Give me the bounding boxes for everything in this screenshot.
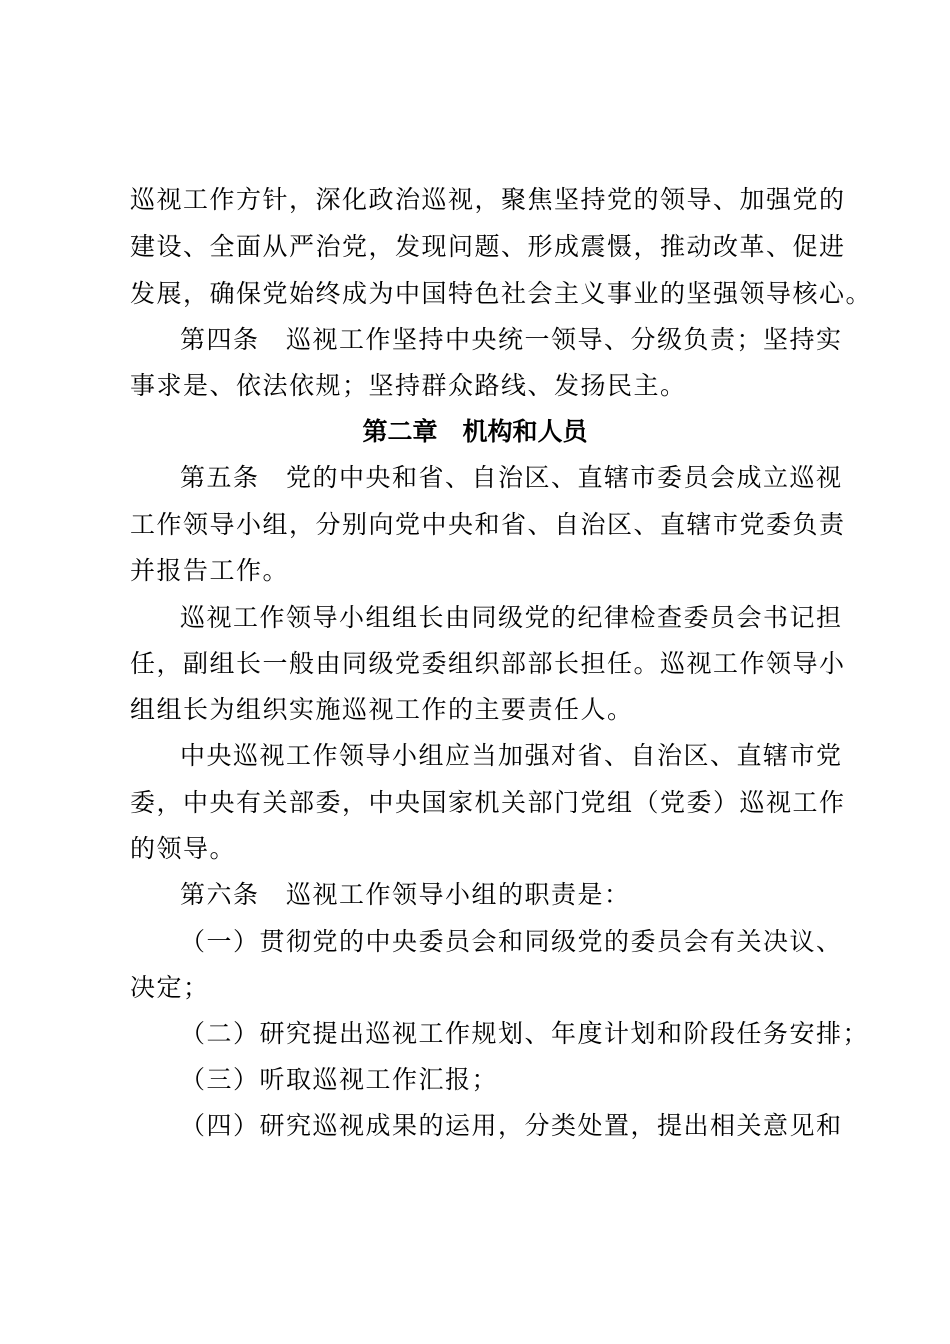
article-5-line: 第五条 党的中央和省、自治区、直辖市委员会成立巡视 <box>180 463 843 492</box>
paragraph-line: 中央巡视工作领导小组应当加强对省、自治区、直辖市党 <box>180 741 843 770</box>
paragraph-line: 事求是、依法依规；坚持群众路线、发扬民主。 <box>130 371 687 400</box>
paragraph-line: 工作领导小组，分别向党中央和省、自治区、直辖市党委负责 <box>130 510 846 539</box>
list-item-1-cont: 决定； <box>130 973 210 1002</box>
chapter-heading: 第二章 机构和人员 <box>362 417 588 446</box>
paragraph-line: 并报告工作。 <box>130 556 290 585</box>
list-item-3: （三）听取巡视工作汇报； <box>180 1065 499 1094</box>
paragraph-line: 巡视工作领导小组组长由同级党的纪律检查委员会书记担 <box>180 603 843 632</box>
paragraph-line: 建设、全面从严治党，发现问题、形成震慑，推动改革、促进 <box>130 232 846 261</box>
paragraph-line: 发展，确保党始终成为中国特色社会主义事业的坚强领导核心。 <box>130 279 873 308</box>
list-item-2: （二）研究提出巡视工作规划、年度计划和阶段任务安排； <box>180 1019 870 1048</box>
paragraph-line: 任，副组长一般由同级党委组织部部长担任。巡视工作领导小 <box>130 649 846 678</box>
paragraph-line: 组组长为组织实施巡视工作的主要责任人。 <box>130 695 634 724</box>
article-4-line: 第四条 巡视工作坚持中央统一领导、分级负责；坚持实 <box>180 325 843 354</box>
article-6-line: 第六条 巡视工作领导小组的职责是： <box>180 880 631 909</box>
paragraph-line: 的领导。 <box>130 834 237 863</box>
paragraph-line: 委，中央有关部委，中央国家机关部门党组（党委）巡视工作 <box>130 788 846 817</box>
list-item-1: （一）贯彻党的中央委员会和同级党的委员会有关决议、 <box>180 927 843 956</box>
paragraph-line: 巡视工作方针，深化政治巡视，聚焦坚持党的领导、加强党的 <box>130 185 846 214</box>
list-item-4: （四）研究巡视成果的运用，分类处置，提出相关意见和 <box>180 1111 843 1140</box>
